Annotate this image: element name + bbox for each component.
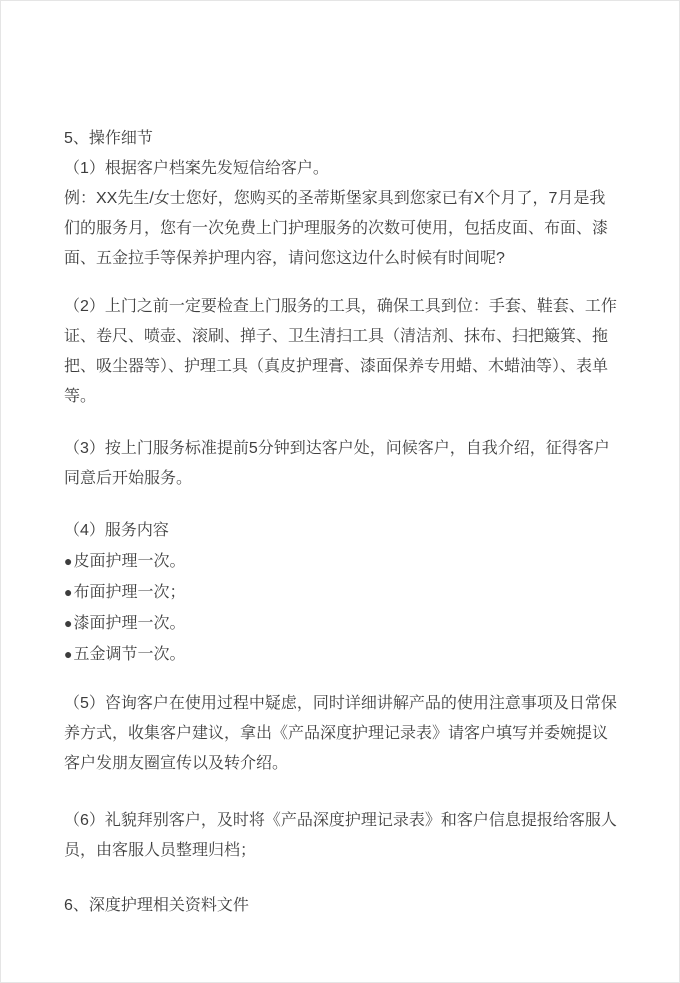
service-items-list xyxy=(64,546,618,670)
step-4-heading: （4）服务内容 xyxy=(64,522,169,539)
section-5-heading: 5、操作细节 xyxy=(64,130,153,147)
sms-example-text: 例：XX先生/女士您好，您购买的圣蒂斯堡家具到您家已有X个月了，7月是我们的服务月，您有一次免费上门护理服务的次数可使用，包括皮面、布面、漆面、五金拉手等保养护理内容，请问您这边什么时候有时间呢? xyxy=(64,190,609,267)
list-item xyxy=(64,608,618,639)
section-6-heading: 6、深度护理相关资料文件 xyxy=(64,897,249,914)
service-item-text: 五金调节一次。 xyxy=(73,646,186,663)
document-content xyxy=(1,1,680,921)
service-item-text: 布面护理一次； xyxy=(73,584,186,601)
bullet-icon: ● xyxy=(64,584,73,600)
step-2-text: （2）上门之前一定要检查上门服务的工具，确保工具到位：手套、鞋套、工作证、卷尺、喷壶、滚刷、掸子、卫生清扫工具（清洁剂、抹布、扫把簸箕、拖把、吸尘器等）、护理工具（真皮护理膏、漆面保养专用蜡、木蜡油等）、表单等。 xyxy=(64,298,617,405)
bullet-icon: ● xyxy=(64,615,73,631)
bullet-icon: ● xyxy=(64,553,73,569)
service-item-text: 漆面护理一次。 xyxy=(73,615,186,632)
step-6-text: （6）礼貌拜别客户，及时将《产品深度护理记录表》和客户信息提报给客服人员，由客服人员整理归档； xyxy=(64,812,617,859)
list-item xyxy=(64,639,618,670)
step-3-text: （3）按上门服务标准提前5分钟到达客户处，问候客户，自我介绍，征得客户同意后开始服务。 xyxy=(64,440,610,487)
step-5-text: （5）咨询客户在使用过程中疑虑，同时详细讲解产品的使用注意事项及日常保养方式，收集客户建议，拿出《产品深度护理记录表》请客户填写并委婉提议客户发朋友圈宣传以及转介绍。 xyxy=(64,695,617,772)
bullet-icon: ● xyxy=(64,646,73,662)
service-item-text: 皮面护理一次。 xyxy=(73,553,186,570)
list-item xyxy=(64,577,618,608)
list-item xyxy=(64,546,618,577)
step-1-text: （1）根据客户档案先发短信给客户。 xyxy=(64,160,329,177)
